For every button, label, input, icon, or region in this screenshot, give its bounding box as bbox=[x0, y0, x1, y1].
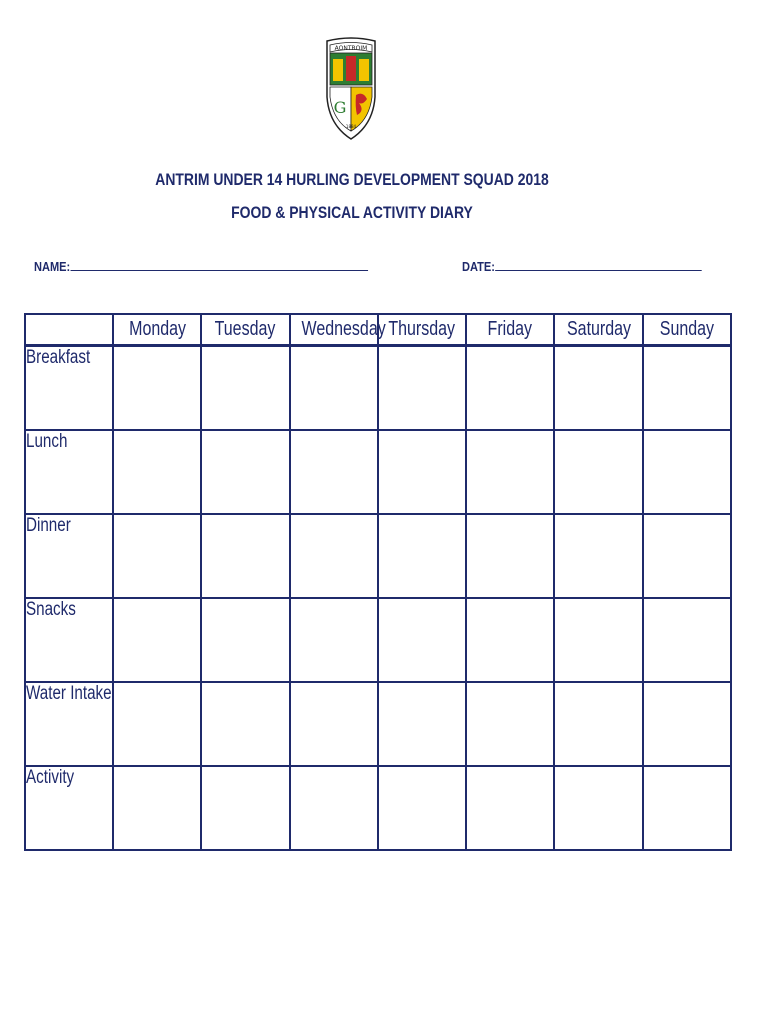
entry-cell[interactable] bbox=[113, 682, 201, 766]
table-row bbox=[25, 346, 731, 431]
entry-cell[interactable] bbox=[466, 514, 554, 598]
entry-cell[interactable] bbox=[466, 766, 554, 850]
entry-cell[interactable] bbox=[643, 682, 731, 766]
entry-cell[interactable] bbox=[466, 682, 554, 766]
day-header: Friday bbox=[466, 314, 554, 346]
entry-cell[interactable] bbox=[554, 766, 642, 850]
entry-cell[interactable] bbox=[643, 514, 731, 598]
row-label: Activity bbox=[25, 766, 113, 850]
day-header: Monday bbox=[113, 314, 201, 346]
row-label: Snacks bbox=[25, 598, 113, 682]
date-blank-line[interactable] bbox=[495, 258, 702, 271]
day-header: Thursday bbox=[378, 314, 466, 346]
entry-cell[interactable] bbox=[201, 598, 289, 682]
day-header: Saturday bbox=[554, 314, 642, 346]
day-header: Sunday bbox=[643, 314, 731, 346]
table-row bbox=[25, 766, 731, 850]
entry-cell[interactable] bbox=[201, 682, 289, 766]
entry-cell[interactable] bbox=[554, 598, 642, 682]
row-label: Water Intake bbox=[25, 682, 113, 766]
entry-cell[interactable] bbox=[643, 766, 731, 850]
entry-cell[interactable] bbox=[113, 766, 201, 850]
table-row bbox=[25, 430, 731, 514]
name-label: NAME: bbox=[34, 259, 71, 274]
entry-cell[interactable] bbox=[466, 346, 554, 431]
svg-text:G: G bbox=[333, 98, 347, 117]
entry-cell[interactable] bbox=[378, 514, 466, 598]
table-row bbox=[25, 682, 731, 766]
entry-cell[interactable] bbox=[290, 514, 378, 598]
entry-cell[interactable] bbox=[290, 430, 378, 514]
day-header-row bbox=[25, 314, 731, 346]
entry-cell[interactable] bbox=[554, 430, 642, 514]
row-label: Lunch bbox=[25, 430, 113, 514]
entry-cell[interactable] bbox=[201, 346, 289, 431]
entry-cell[interactable] bbox=[554, 682, 642, 766]
svg-text:1884: 1884 bbox=[345, 124, 357, 129]
entry-cell[interactable] bbox=[290, 682, 378, 766]
entry-cell[interactable] bbox=[378, 598, 466, 682]
entry-cell[interactable] bbox=[378, 430, 466, 514]
row-label: Breakfast bbox=[25, 346, 113, 431]
diary-subtitle: FOOD & PHYSICAL ACTIVITY DIARY bbox=[231, 203, 473, 222]
entry-cell[interactable] bbox=[201, 430, 289, 514]
entry-cell[interactable] bbox=[643, 598, 731, 682]
entry-cell[interactable] bbox=[378, 766, 466, 850]
entry-cell[interactable] bbox=[554, 346, 642, 431]
entry-cell[interactable] bbox=[290, 766, 378, 850]
table-row bbox=[25, 598, 731, 682]
date-label: DATE: bbox=[462, 259, 495, 274]
entry-cell[interactable] bbox=[290, 598, 378, 682]
row-label: Dinner bbox=[25, 514, 113, 598]
table-row bbox=[25, 514, 731, 598]
entry-cell[interactable] bbox=[201, 766, 289, 850]
name-field[interactable] bbox=[34, 258, 368, 274]
diary-title: ANTRIM UNDER 14 HURLING DEVELOPMENT SQUAD 2018 bbox=[155, 170, 549, 189]
entry-cell[interactable] bbox=[201, 514, 289, 598]
antrim-crest-logo bbox=[323, 35, 379, 141]
corner-cell bbox=[25, 314, 113, 346]
name-blank-line[interactable] bbox=[70, 258, 368, 271]
entry-cell[interactable] bbox=[113, 598, 201, 682]
entry-cell[interactable] bbox=[466, 598, 554, 682]
day-header: Tuesday bbox=[201, 314, 289, 346]
day-header: Wednesday bbox=[290, 314, 378, 346]
entry-cell[interactable] bbox=[378, 346, 466, 431]
diary-table bbox=[24, 313, 732, 851]
date-field[interactable] bbox=[462, 258, 702, 274]
entry-cell[interactable] bbox=[466, 430, 554, 514]
entry-cell[interactable] bbox=[378, 682, 466, 766]
entry-cell[interactable] bbox=[290, 346, 378, 431]
entry-cell[interactable] bbox=[643, 346, 731, 431]
entry-cell[interactable] bbox=[113, 430, 201, 514]
entry-cell[interactable] bbox=[113, 346, 201, 431]
entry-cell[interactable] bbox=[643, 430, 731, 514]
svg-text:AONTROIM: AONTROIM bbox=[334, 45, 368, 52]
entry-cell[interactable] bbox=[113, 514, 201, 598]
entry-cell[interactable] bbox=[554, 514, 642, 598]
